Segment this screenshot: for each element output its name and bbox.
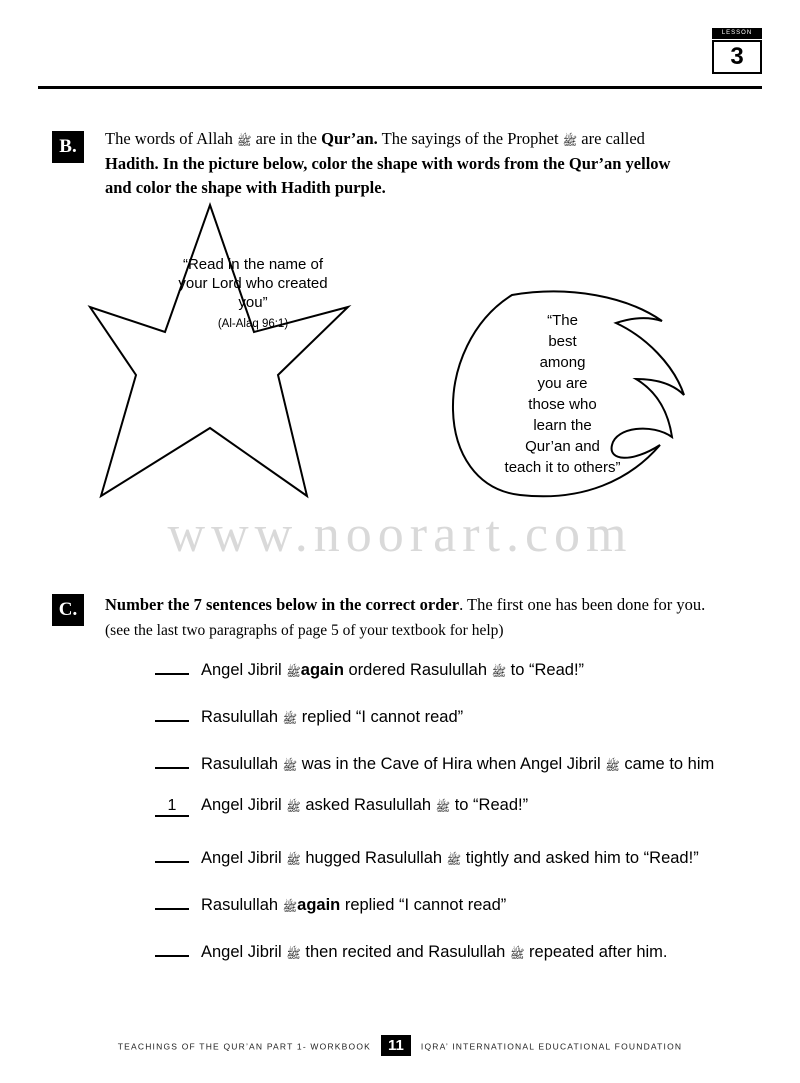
sentence-6-post: replied “I cannot read”	[340, 896, 507, 914]
sentence-text-6	[201, 896, 506, 916]
section-b-line1-part5: . In	[154, 154, 179, 173]
moon-hadith-text	[460, 310, 665, 478]
star-path[interactable]	[90, 205, 348, 496]
watermark: www.noorart.com	[167, 506, 633, 563]
list-item	[155, 749, 785, 796]
list-item	[155, 655, 785, 702]
prophet-honorific-glyph: ﷺ	[562, 134, 578, 148]
section-b-line1-part2: are in the	[251, 129, 322, 148]
section-b-line1-part1: The words of Allah	[105, 129, 237, 148]
angel-honorific-glyph: ﷺ	[286, 947, 301, 961]
lesson-tab-label: LESSON	[712, 28, 762, 39]
sentence-2-pre: Rasulullah	[201, 708, 283, 726]
page-number: 11	[381, 1035, 411, 1056]
angel-honorific-glyph: ﷺ	[605, 759, 620, 773]
order-blank-7[interactable]	[155, 937, 189, 957]
prophet-honorific-glyph: ﷺ	[282, 759, 298, 773]
sentence-6-pre: Rasulullah	[201, 896, 283, 914]
list-item	[155, 937, 785, 984]
star-quote: “Read in the name of your Lord who created you”	[178, 256, 328, 311]
moon-line-4: you are	[537, 375, 588, 392]
sentence-7-pre: Angel Jibril	[201, 943, 287, 961]
list-item	[155, 796, 785, 843]
lesson-tab-number: 3	[712, 40, 762, 74]
section-b-line1-part4: are called	[577, 129, 645, 148]
allah-honorific-glyph: ﷺ	[236, 134, 252, 148]
sentence-1-bold: again	[300, 661, 344, 679]
prophet-honorific-glyph: ﷺ	[491, 665, 507, 679]
sentence-1-pre: Angel Jibril	[201, 661, 287, 679]
section-c-instruction-bold: Number the 7 sentences below in the correct order	[105, 595, 460, 614]
sentence-3-post: was in the Cave of Hira when Angel Jibril	[297, 755, 606, 773]
list-item	[155, 890, 785, 937]
section-c-marker: C.	[52, 594, 84, 626]
sentence-text-3	[201, 755, 714, 775]
sentence-text-5	[201, 849, 699, 869]
section-b-line3: and color the shape with Hadith purple.	[105, 178, 386, 197]
sentence-text-2	[201, 708, 463, 728]
order-blank-4[interactable]: 1	[155, 797, 189, 817]
sentence-4-tail: to “Read!”	[450, 796, 529, 814]
sentence-text-4	[201, 796, 528, 816]
order-blank-6[interactable]	[155, 890, 189, 910]
section-c-instruction-sub: (see the last two paragraphs of page 5 of your textbook for help)	[105, 622, 504, 639]
prophet-honorific-glyph: ﷺ	[282, 712, 298, 726]
page-footer	[0, 1036, 800, 1057]
footer-publisher: IQRA’ INTERNATIONAL EDUCATIONAL FOUNDATION	[420, 1041, 683, 1052]
moon-line-3: among	[539, 354, 586, 371]
list-item	[155, 843, 785, 890]
angel-honorific-glyph: ﷺ	[286, 853, 301, 867]
angel-honorific-glyph: ﷺ	[286, 800, 301, 814]
sentence-2-post: replied “I cannot read”	[297, 708, 464, 726]
moon-line-1: “The	[547, 312, 578, 329]
sentence-text-7	[201, 943, 668, 963]
sentence-1-post: ordered Rasulullah	[343, 661, 492, 679]
lesson-tab	[712, 28, 762, 74]
sentence-5-post: hugged Rasulullah	[300, 849, 447, 867]
order-blank-3[interactable]	[155, 749, 189, 769]
prophet-honorific-glyph: ﷺ	[446, 853, 462, 867]
sentence-5-pre: Angel Jibril	[201, 849, 287, 867]
list-item	[155, 702, 785, 749]
star-quote-reference: (Al-Alaq 96:1)	[217, 318, 289, 330]
order-blank-5[interactable]	[155, 843, 189, 863]
sentence-7-tail: repeated after him.	[524, 943, 668, 961]
sentence-3-tail: came to him	[619, 755, 715, 773]
header-divider	[38, 86, 762, 89]
sentence-7-post: then recited and Rasulullah	[300, 943, 510, 961]
ordering-sentence-list	[155, 655, 785, 984]
angel-honorific-glyph: ﷺ	[286, 665, 301, 679]
section-c-instructions	[105, 592, 745, 643]
prophet-honorific-glyph: ﷺ	[509, 947, 525, 961]
sentence-text-1	[201, 661, 584, 681]
prophet-honorific-glyph: ﷺ	[435, 800, 451, 814]
sentence-3-pre: Rasulullah	[201, 755, 283, 773]
moon-line-2: best	[548, 333, 577, 350]
sentence-6-bold: again	[297, 896, 341, 914]
prophet-honorific-glyph: ﷺ	[282, 900, 298, 914]
moon-line-5: those who	[528, 396, 597, 413]
order-blank-2[interactable]	[155, 702, 189, 722]
sentence-4-post: asked Rasulullah	[300, 796, 436, 814]
moon-line-6: learn the	[533, 417, 592, 434]
section-b-hadith-bold: Hadith	[105, 154, 155, 173]
sentence-1-tail: to “Read!”	[506, 661, 585, 679]
section-c-instruction-rest: . The first one has been done for you.	[459, 595, 706, 614]
sentence-5-tail: tightly and asked him to “Read!”	[461, 849, 699, 867]
star-quran-text	[168, 255, 338, 334]
section-b-line2: the picture below, color the shape with words from the Qur’an yellow	[182, 154, 671, 173]
footer-book-title: TEACHINGS OF THE QUR’AN PART 1- WORKBOOK	[117, 1041, 372, 1052]
section-b-marker: B.	[52, 131, 84, 163]
moon-line-7: Qur’an and	[525, 438, 600, 455]
moon-line-8: teach it to others”	[504, 459, 621, 476]
section-b-line1-part3: The sayings of the Prophet	[377, 129, 563, 148]
sentence-4-pre: Angel Jibril	[201, 796, 287, 814]
order-blank-1[interactable]	[155, 655, 189, 675]
section-b-instructions	[105, 127, 695, 200]
section-b-quran-bold: Qur’an.	[321, 129, 378, 148]
